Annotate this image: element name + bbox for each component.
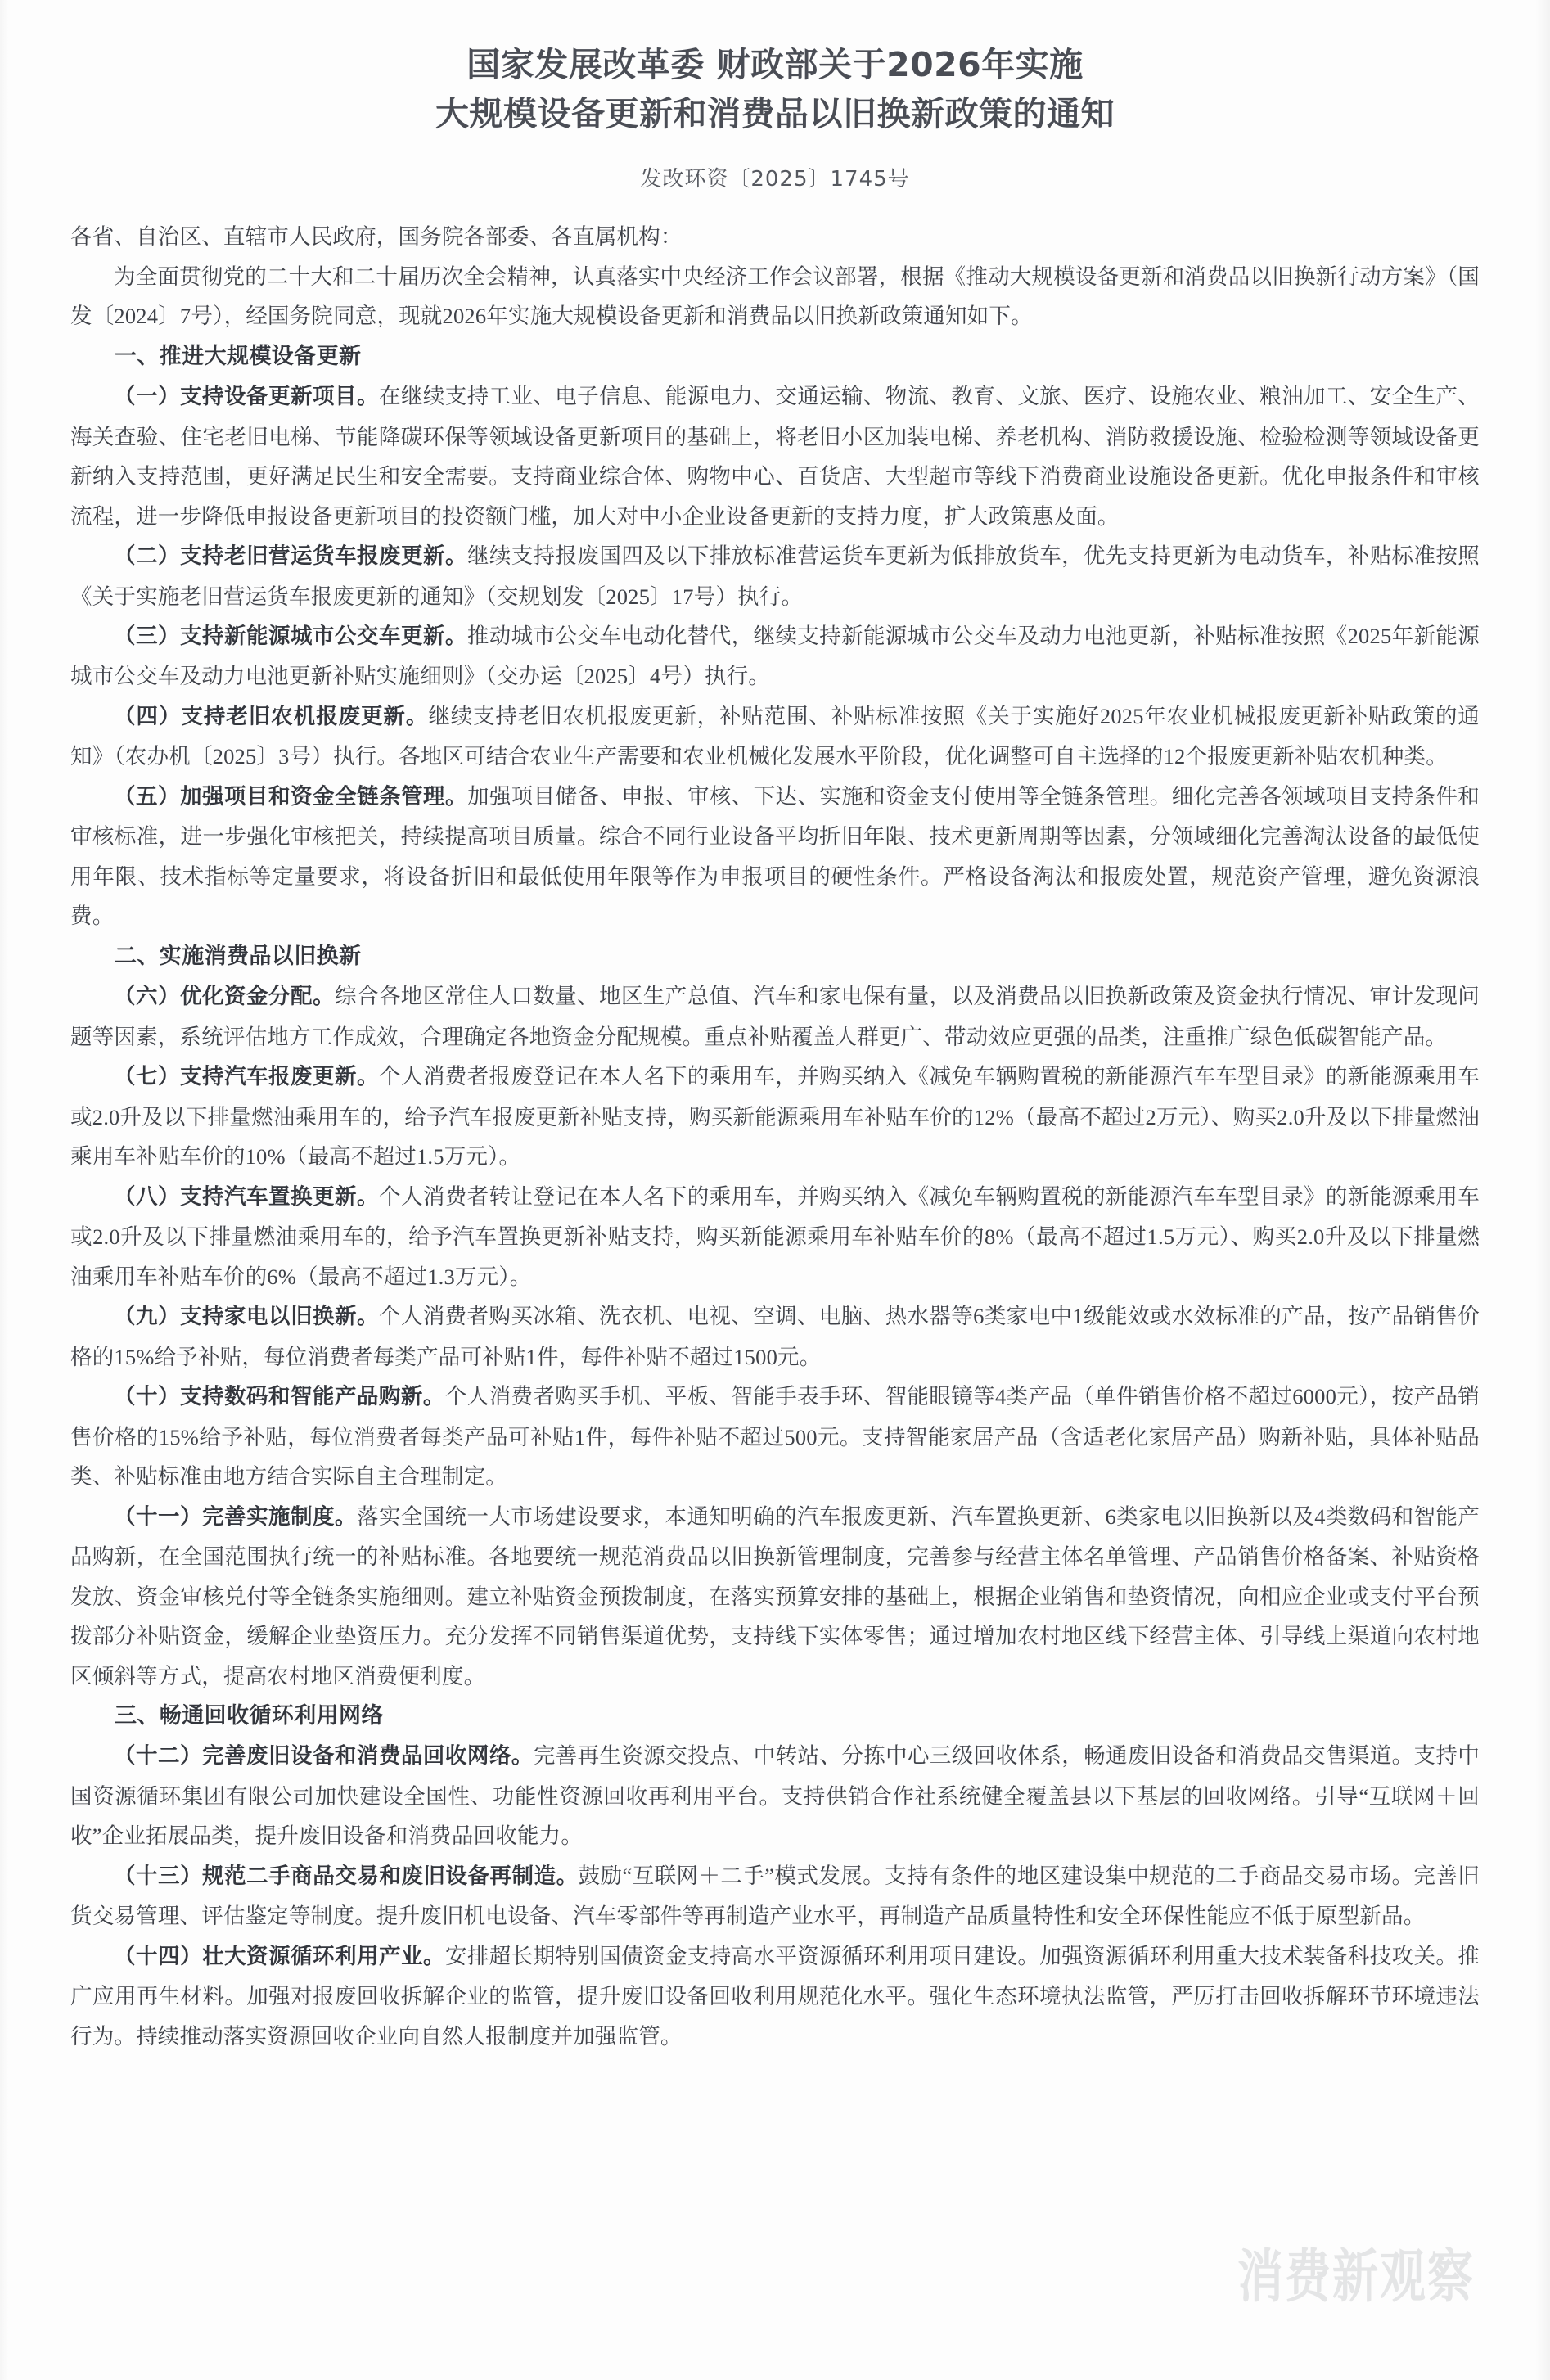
clause-paragraph <box>70 1177 1480 1296</box>
clause-text: 鼓励“互联网＋二手”模式发展。支持有条件的地区建设集中规范的二手商品交易市场。完善旧货交易管理、评估鉴定等制度。提升废旧机电设备、汽车零部件等再制造产业水平，再制造产品质量特性和安全环保性能应不低于原型新品。 <box>70 1863 1480 1929</box>
clause-text: 个人消费者转让登记在本人名下的乘用车，并购买纳入《减免车辆购置税的新能源汽车车型目录》的新能源乘用车或2.0升及以下排量燃油乘用车的，给予汽车置换更新补贴支持，购买新能源乘用车补贴车价的8%（最高不超过1.5万元）、购买2.0升及以下排量燃油乘用车补贴车价的6%（最高不超过1.3万元）。 <box>70 1183 1480 1289</box>
clause-label: （一）支持设备更新项目。 <box>114 384 380 410</box>
clause-paragraph <box>70 976 1480 1057</box>
clause-paragraph <box>70 777 1480 936</box>
clause-label: （二）支持老旧营运货车报废更新。 <box>114 543 467 570</box>
clause-label: （十一）完善实施制度。 <box>114 1503 357 1530</box>
page-title <box>70 43 1480 136</box>
clause-paragraph <box>70 536 1480 616</box>
clause-paragraph <box>70 1856 1480 1936</box>
document-body <box>70 217 1480 2056</box>
document-number: 发改环资〔2025〕1745号 <box>640 167 910 192</box>
clause-text: 继续支持老旧农机报废更新，补贴范围、补贴标准按照《关于实施好2025年农业机械报废更新补贴政策的通知》（农办机〔2025〕3号）执行。各地区可结合农业生产需要和农业机械化发展水平阶段，优化调整可自主选择的12个报废更新补贴农机种类。 <box>70 703 1480 769</box>
clause-text: 继续支持报废国四及以下排放标准营运货车更新为低排放货车，优先支持更新为电动货车，补贴标准按照《关于实施老旧营运货车报废更新的通知》（交规划发〔2025〕17号）执行。 <box>70 543 1480 609</box>
clause-text: 推动城市公交车电动化替代，继续支持新能源城市公交车及动力电池更新，补贴标准按照《2025年新能源城市公交车及动力电池更新补贴实施细则》（交办运〔2025〕4号）执行。 <box>70 623 1480 689</box>
clause-paragraph <box>70 1736 1480 1855</box>
section-heading: 一、推进大规模设备更新 <box>115 343 362 369</box>
clause-paragraph <box>70 376 1480 536</box>
clause-label: （五）加强项目和资金全链条管理。 <box>114 783 467 809</box>
section-heading: 二、实施消费品以旧换新 <box>115 943 362 969</box>
clause-paragraph <box>70 616 1480 696</box>
clause-label: （三）支持新能源城市公交车更新。 <box>114 623 467 649</box>
salutation: 各省、自治区、直辖市人民政府，国务院各部委、各直属机构： <box>70 224 683 250</box>
clause-text: 安排超长期特别国债资金支持高水平资源循环利用项目建设。加强资源循环利用重大技术装备科技攻关。推广应用再生材料。加强对报废回收拆解企业的监管，提升废旧设备回收利用规范化水平。强化生态环境执法监管，严厉打击回收拆解环节环境违法行为。持续推动落实资源回收企业向自然人报制度并加强监管。 <box>70 1943 1480 2049</box>
clause-text: 个人消费者报废登记在本人名下的乘用车，并购买纳入《减免车辆购置税的新能源汽车车型目录》的新能源乘用车或2.0升及以下排量燃油乘用车的，给予汽车报废更新补贴支持，购买新能源乘用车补贴车价的12%（最高不超过2万元）、购买2.0升及以下排量燃油乘用车补贴车价的10%（最高不超过1.5万元）。 <box>70 1064 1480 1170</box>
clause-paragraph <box>70 1497 1480 1696</box>
clause-text: 完善再生资源交投点、中转站、分拣中心三级回收体系，畅通废旧设备和消费品交售渠道。支持中国资源循环集团有限公司加快建设全国性、功能性资源回收再利用平台。支持供销合作社系统健全覆盖县以下基层的回收网络。引导“互联网＋回收”企业拓展品类，提升废旧设备和消费品回收能力。 <box>70 1743 1480 1849</box>
clause-text: 加强项目储备、申报、审核、下达、实施和资金支付使用等全链条管理。细化完善各领域项目支持条件和审核标准，进一步强化审核把关，持续提高项目质量。综合不同行业设备平均折旧年限、技术更新周期等因素，分领域细化完善淘汰设备的最低使用年限、技术指标等定量要求，将设备折旧和最低使用年限等作为申报项目的硬性条件。严格设备淘汰和报废处置，规范资产管理，避免资源浪费。 <box>70 783 1480 929</box>
clause-label: （十四）壮大资源循环利用产业。 <box>114 1943 445 1969</box>
clause-text: 落实全国统一大市场建设要求，本通知明确的汽车报废更新、汽车置换更新、6类家电以旧换新以及4类数码和智能产品购新，在全国范围执行统一的补贴标准。各地要统一规范消费品以旧换新管理制度，完善参与经营主体名单管理、产品销售价格备案、补贴资格发放、资金审核兑付等全链条实施细则。建立补贴资金预拨制度，在落实预算安排的基础上，根据企业销售和垫资情况，向相应企业或支付平台预拨部分补贴资金，缓解企业垫资压力。充分发挥不同销售渠道优势，支持线下实体零售；通过增加农村地区线下经营主体、引导线上渠道向农村地区倾斜等方式，提高农村地区消费便利度。 <box>70 1503 1480 1688</box>
title-line-2: 大规模设备更新和消费品以旧换新政策的通知 <box>435 94 1115 134</box>
clause-text: 个人消费者购买冰箱、洗衣机、电视、空调、电脑、热水器等6类家电中1级能效或水效标准的产品，按产品销售价格的15%给予补贴，每位消费者每类产品可补贴1件，每件补贴不超过1500元。 <box>70 1304 1480 1369</box>
clause-label: （十三）规范二手商品交易和废旧设备再制造。 <box>114 1863 579 1889</box>
clause-label: （八）支持汽车置换更新。 <box>114 1183 380 1210</box>
watermark: 消费新观察 <box>1237 2243 1475 2310</box>
clause-paragraph <box>70 696 1480 777</box>
clause-paragraph <box>70 1296 1480 1377</box>
clause-label: （十）支持数码和智能产品购新。 <box>114 1384 445 1410</box>
clause-text: 个人消费者购买手机、平板、智能手表手环、智能眼镜等4类产品（单件销售价格不超过6000元），按产品销售价格的15%给予补贴，每位消费者每类产品可补贴1件，每件补贴不超过500元。支持智能家居产品（含适老化家居产品）购新补贴，具体补贴品类、补贴标准由地方结合实际自主合理制定。 <box>70 1384 1480 1490</box>
clause-label: （九）支持家电以旧换新。 <box>114 1304 379 1330</box>
clause-label: （七）支持汽车报废更新。 <box>114 1064 380 1090</box>
clause-label: （六）优化资金分配。 <box>114 984 336 1010</box>
clause-text: 综合各地区常住人口数量、地区生产总值、汽车和家电保有量，以及消费品以旧换新政策及资金执行情况、审计发现问题等因素，系统评估地方工作成效，合理确定各地资金分配规模。重点补贴覆盖人群更广、带动效应更强的品类，注重推广绿色低碳智能产品。 <box>70 984 1480 1049</box>
clause-label: （四）支持老旧农机报废更新。 <box>114 703 429 729</box>
clause-label: （十二）完善废旧设备和消费品回收网络。 <box>114 1743 534 1769</box>
section-heading: 三、畅通回收循环利用网络 <box>115 1702 384 1729</box>
clause-text: 在继续支持工业、电子信息、能源电力、交通运输、物流、教育、文旅、医疗、设施农业、粮油加工、安全生产、海关查验、住宅老旧电梯、节能降碳环保等领域设备更新项目的基础上，将老旧小区加装电梯、养老机构、消防救援设施、检验检测等领域设备更新纳入支持范围，更好满足民生和安全需要。支持商业综合体、购物中心、百货店、大型超市等线下消费商业设施设备更新。优化申报条件和审核流程，进一步降低申报设备更新项目的投资额门槛，加大对中小企业设备更新的支持力度，扩大政策惠及面。 <box>70 384 1480 529</box>
clause-paragraph <box>70 1377 1480 1496</box>
preamble-paragraph: 为全面贯彻党的二十大和二十届历次全会精神，认真落实中央经济工作会议部署，根据《推动大规模设备更新和消费品以旧换新行动方案》（国发〔2024〕7号），经国务院同意，现就2026年实施大规模设备更新和消费品以旧换新政策通知如下。 <box>70 264 1480 329</box>
clause-paragraph <box>70 1936 1480 2056</box>
title-line-1: 国家发展改革委 财政部关于2026年实施 <box>466 45 1084 84</box>
clause-paragraph <box>70 1057 1480 1176</box>
